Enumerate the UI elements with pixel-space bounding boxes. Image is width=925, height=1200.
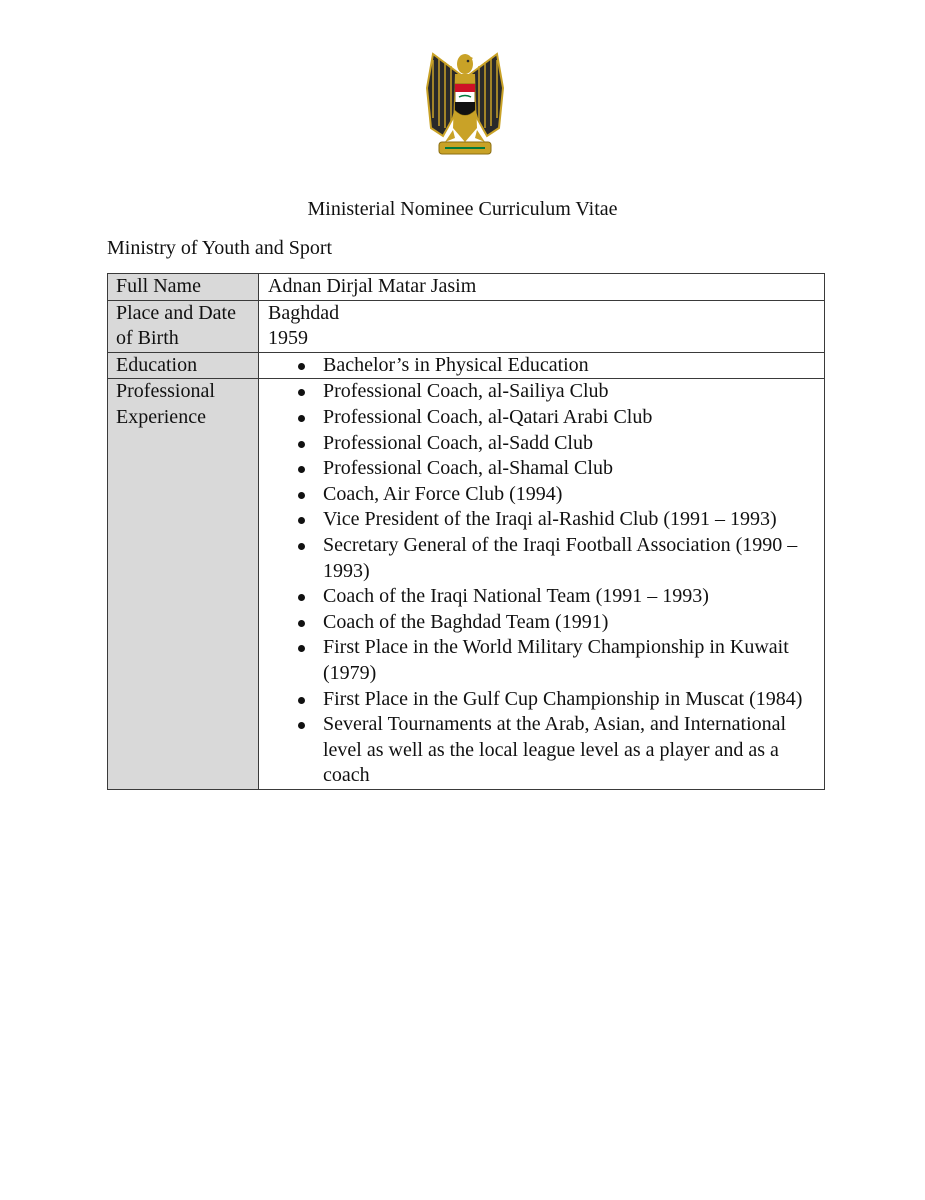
list-item: Professional Coach, al-Sailiya Club [268,379,824,405]
document-title: Ministerial Nominee Curriculum Vitae [307,198,618,220]
cv-table [107,273,825,790]
birth-label-line2: of Birth [116,327,179,350]
list-item: Professional Coach, al-Shamal Club [268,456,824,482]
list-item: First Place in the Gulf Cup Championship in Muscat (1984) [268,687,824,713]
full-name-row [108,274,825,301]
full-name-value: Adnan Dirjal Matar Jasim [259,274,825,301]
list-item: Coach of the Iraqi National Team (1991 – 1993) [268,584,824,610]
birth-label-line1: Place and Date [116,301,236,324]
experience-row [108,379,825,790]
list-item: Professional Coach, al-Qatari Arabi Club [268,405,824,431]
list-item: Professional Coach, al-Sadd Club [268,431,824,457]
list-item: Secretary General of the Iraqi Football Association (1990 – 1993) [268,533,824,584]
birth-value [259,300,825,352]
experience-label-line2: Experience [116,405,206,428]
experience-list [268,379,824,789]
list-item: Bachelor’s in Physical Education [268,353,824,379]
birth-place: Baghdad [268,301,340,324]
list-item: Coach, Air Force Club (1994) [268,482,824,508]
education-list [268,353,824,379]
education-row [108,352,825,379]
education-label: Education [108,352,259,379]
list-item: Coach of the Baghdad Team (1991) [268,610,824,636]
experience-label [108,379,259,790]
iraq-eagle-emblem-icon [425,48,505,156]
birth-row [108,300,825,352]
full-name-label: Full Name [108,274,259,301]
birth-year: 1959 [268,327,308,350]
list-item: Several Tournaments at the Arab, Asian, and International level as well as the local league level as a player and as a coach [268,712,824,789]
list-item: Vice President of the Iraqi al-Rashid Club (1991 – 1993) [268,507,824,533]
experience-value [259,379,825,790]
list-item: First Place in the World Military Championship in Kuwait (1979) [268,635,824,686]
education-value [259,352,825,379]
ministry-name: Ministry of Youth and Sport [107,237,333,259]
birth-label [108,300,259,352]
experience-label-line1: Professional [116,380,215,403]
